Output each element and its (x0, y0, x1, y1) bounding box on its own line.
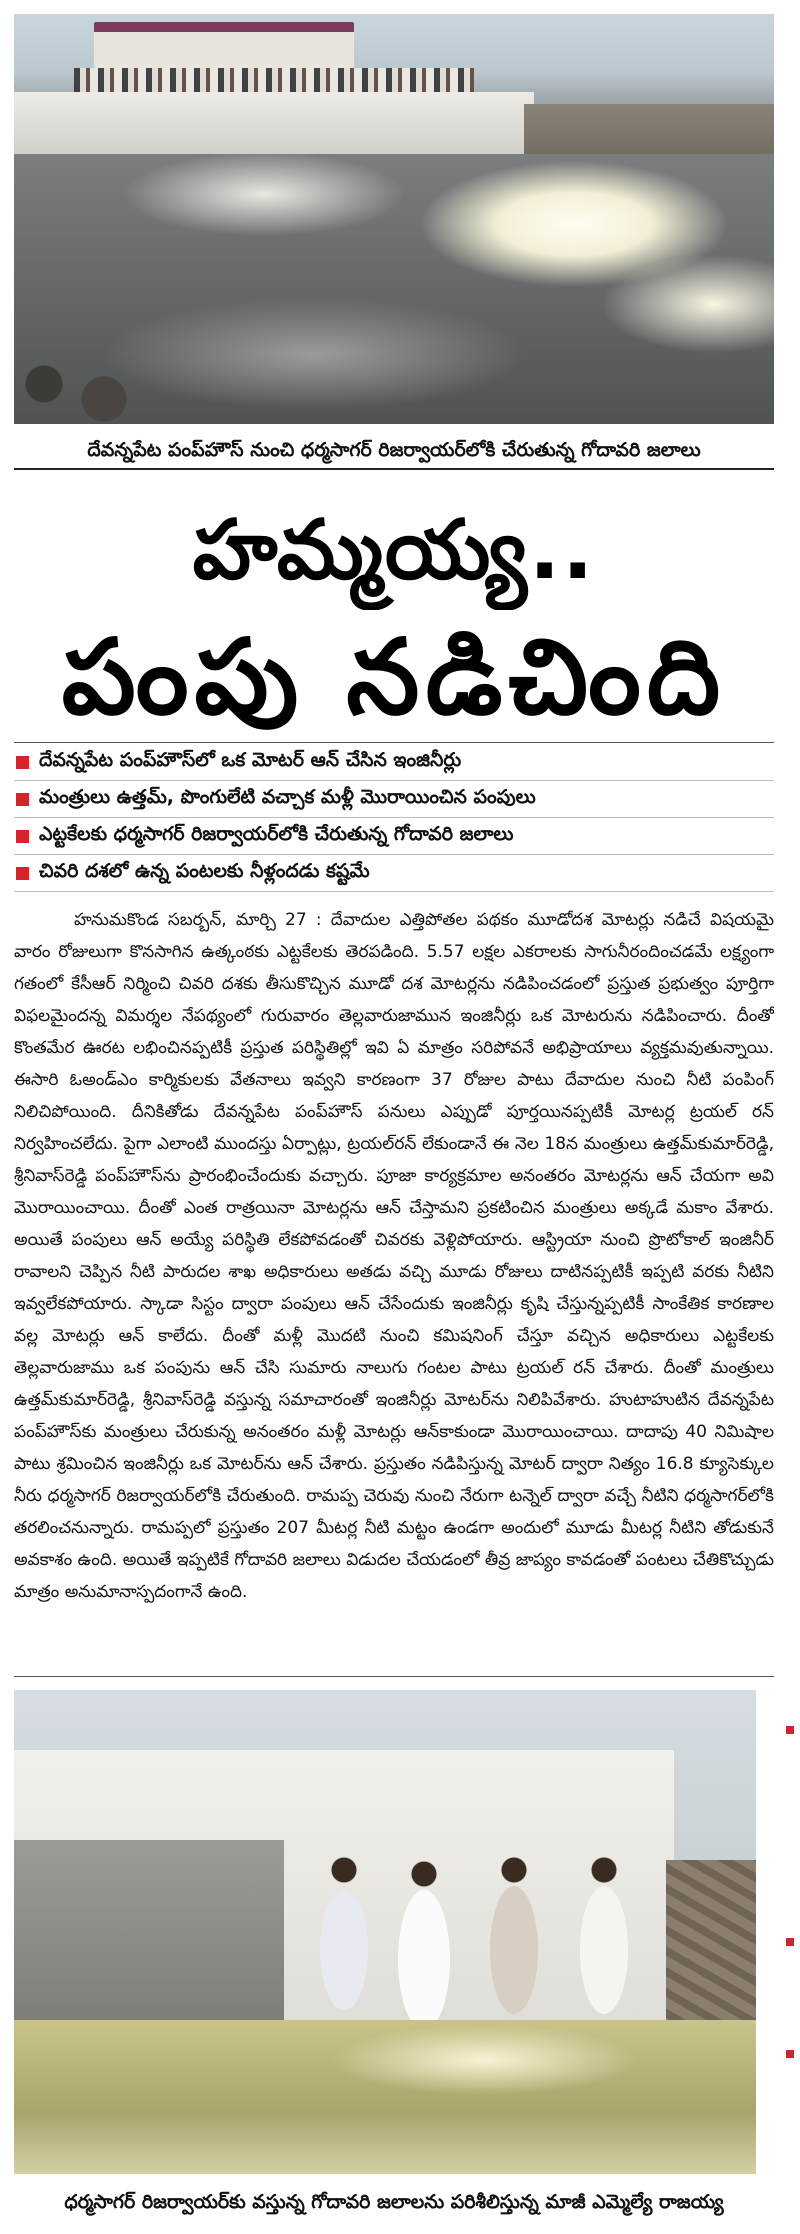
bullet-square-icon (16, 793, 29, 806)
highlight-item (14, 781, 774, 818)
top-photo (14, 14, 774, 424)
top-photo-caption: దేవన్నపేట పంప్‌హౌస్‌ నుంచి ధర్మసాగర్‌ రిజర్వాయర్‌లోకి చేరుతున్న గోదావరి జలాలు (14, 432, 774, 470)
officials-group (314, 1840, 644, 2030)
highlights-list (14, 744, 774, 892)
article-body (14, 904, 774, 1664)
divider (14, 742, 774, 743)
rocks (14, 354, 154, 424)
highlight-text: మంత్రులు ఉత్తమ్‌, పొంగులేటి వచ్చాక మళ్లీ మొరాయించిన పంపులు (39, 785, 536, 808)
reservoir-water (14, 2020, 756, 2174)
highlight-text: ఎట్టకేలకు ధర్మసాగర్‌ రిజర్వాయర్‌లోకి చేరుతున్న గోదావరి జలాలు (39, 822, 514, 845)
headline-line-1: హమ్మయ్య.. (192, 503, 596, 598)
article-paragraph: హనుమకొండ సబర్బన్‌, మార్చి 27 : దేవాదుల ఎత్తిపోతల పథకం మూడోదశ మోటర్లు నడిచే విషయమై వారం రోజులుగా కొనసాగిన ఉత్కంఠకు ఎట్టకేలకు తెరపడింది. 5.57 లక్షల ఎకరాలకు సాగునీరందించడమే లక్ష్యంగా గతంలో కేసీఆర్‌ నిర్మించి చివరి దశకు తీసుకొచ్చిన మూడో దశ మోటర్లను నడిపించడంలో ప్రస్తుత ప్రభుత్వం పూర్తిగా విఫలమైందన్న విమర్శల నేపథ్యంలో గురువారం తెల్లవారుజామున ఇంజినీర్లు ఒక మోటరును నడిపించారు. దీంతో కొంతమేర ఊరట లభించినప్పటికీ ప్రస్తుత పరిస్థితిల్లో ఇవి ఏ మాత్రం సరిపోవనే అభిప్రాయాలు వ్యక్తమవుతున్నాయి. ఈసారి ఓఅండ్‌ఎం కార్మికులకు వేతనాలు ఇవ్వని కారణంగా 37 రోజుల పాటు దేవాదుల నుంచి నీటి పంపింగ్‌ నిలిచిపోయింది. దీనికితోడు దేవన్నపేట పంప్‌హౌస్‌ పనులు ఎప్పుడో పూర్తయినప్పటికీ మోటర్ల ట్రయల్‌ రన్‌ నిర్వహించలేదు. పైగా ఎలాంటి ముందస్తు ఏర్పాట్లు, ట్రయల్‌రన్‌ లేకుండానే ఈ నెల 18న మంత్రులు ఉత్తమ్‌కుమార్‌రెడ్డి, శ్రీనివాస్‌రెడ్డి పంప్‌హౌస్‌ను ప్రారంభించేందుకు వచ్చారు. పూజా కార్యక్రమాల అనంతరం మోటర్లను ఆన్‌ చేయగా అవి మొరాయించాయి. దీంతో ఎంత రాత్రయినా మోటర్లను ఆన్‌ చేస్తామని ప్రకటించిన మంత్రులు అక్కడే మకాం వేశారు. అయితే పంపులు ఆన్‌ అయ్యే పరిస్థితి లేకపోవడంతో చివరకు వెళ్లిపోయారు. ఆస్ట్రియా నుంచి ప్రొటోకాల్‌ ఇంజినీర్‌ రావాలని చెప్పిన నీటి పారుదల శాఖ అధికారులు అతడు వచ్చి మూడు రోజులు దాటినప్పటికీ ఇప్పటి వరకు నీటిని ఇవ్వలేకపోయారు. స్కాడా సిస్టం ద్వారా పంపులు ఆన్‌ చేసేందుకు ఇంజినీర్లు కృషి చేస్తున్నప్పటికీ సాంకేతిక కారణాల వల్ల మోటర్లు ఆన్‌ కాలేదు. దీంతో మళ్లీ మొదటి నుంచి కమిషనింగ్‌ చేస్తూ వచ్చిన అధికారులు ఎట్టకేలకు తెల్లవారుజాము ఒక పంపును ఆన్‌ చేసి సుమారు నాలుగు గంటల పాటు ట్రయల్‌ రన్‌ చేశారు. దీంతో మంత్రులు ఉత్తమ్‌కుమార్‌రెడ్డి, శ్రీనివాస్‌రెడ్డి వస్తున్న సమాచారంతో ఇంజినీర్లు మోటర్‌ను నిలిపివేశారు. హుటాహుటిన దేవన్నపేట పంప్‌హౌస్‌కు మంత్రులు చేరుకున్న అనంతరం మళ్లీ మోటర్లు ఆన్‌కాకుండా మొరాయించాయి. దాదాపు 40 నిమిషాల పాటు శ్రమించిన ఇంజినీర్లు ఒక మోటర్‌ను ఆన్‌ చేశారు. ప్రస్తుతం నడిపిస్తున్న మోటర్‌ ద్వారా నిత్యం 16.8 క్యూసెక్కుల నీరు ధర్మసాగర్‌ రిజర్వాయర్‌లోకి చేరుతుంది. రామప్ప చెరువు నుంచి నేరుగా టన్నెల్‌ ద్వారా వచ్చే నీటిని ధర్మసాగర్‌లోకి తరలించనున్నారు. రామప్పలో ప్రస్తుతం 207 మీటర్ల నీటి మట్టం ఉండగా అందులో మూడు మీటర్ల నీటిని తోడుకునే అవకాశం ఉంది. అయితే ఇప్పటికే గోదావరి జలాలు విడుదల చేయడంలో తీవ్ర జాప్యం కావడంతో పంటలు చేతికొచ్చుడు మాత్రం అనుమానాస్పదంగానే ఉంది. (14, 910, 774, 1602)
concrete-block (14, 1840, 284, 2040)
highlight-text: దేవన్నపేట పంప్‌హౌస్‌లో ఒక మోటర్‌ ఆన్‌ చేసిన ఇంజినీర్లు (39, 748, 462, 771)
highlight-item (14, 855, 774, 892)
highlight-item (14, 818, 774, 855)
headline-line-2: పంపు నడిచింది (61, 616, 727, 738)
bullet-square-icon (16, 867, 29, 880)
side-markers (786, 1690, 796, 2170)
bullet-square-icon (16, 756, 29, 769)
marker-square-icon (786, 1938, 794, 1946)
marker-square-icon (786, 1726, 794, 1734)
highlight-text: చివరి దశలో ఉన్న పంటలకు నీళ్లందడు కష్టమే (39, 859, 370, 882)
bottom-photo (14, 1690, 756, 2174)
marker-square-icon (786, 2050, 794, 2058)
highlight-item (14, 744, 774, 781)
dam-wall (14, 92, 534, 156)
stage-canopy (94, 22, 354, 68)
divider (14, 1676, 774, 1677)
bottom-photo-caption: ధర్మసాగర్‌ రిజర్వాయర్‌కు వస్తున్న గోదావరి జలాలను పరిశీలిస్తున్న మాజీ ఎమ్మెల్యే రాజయ్య (64, 2191, 724, 2213)
bullet-square-icon (16, 830, 29, 843)
